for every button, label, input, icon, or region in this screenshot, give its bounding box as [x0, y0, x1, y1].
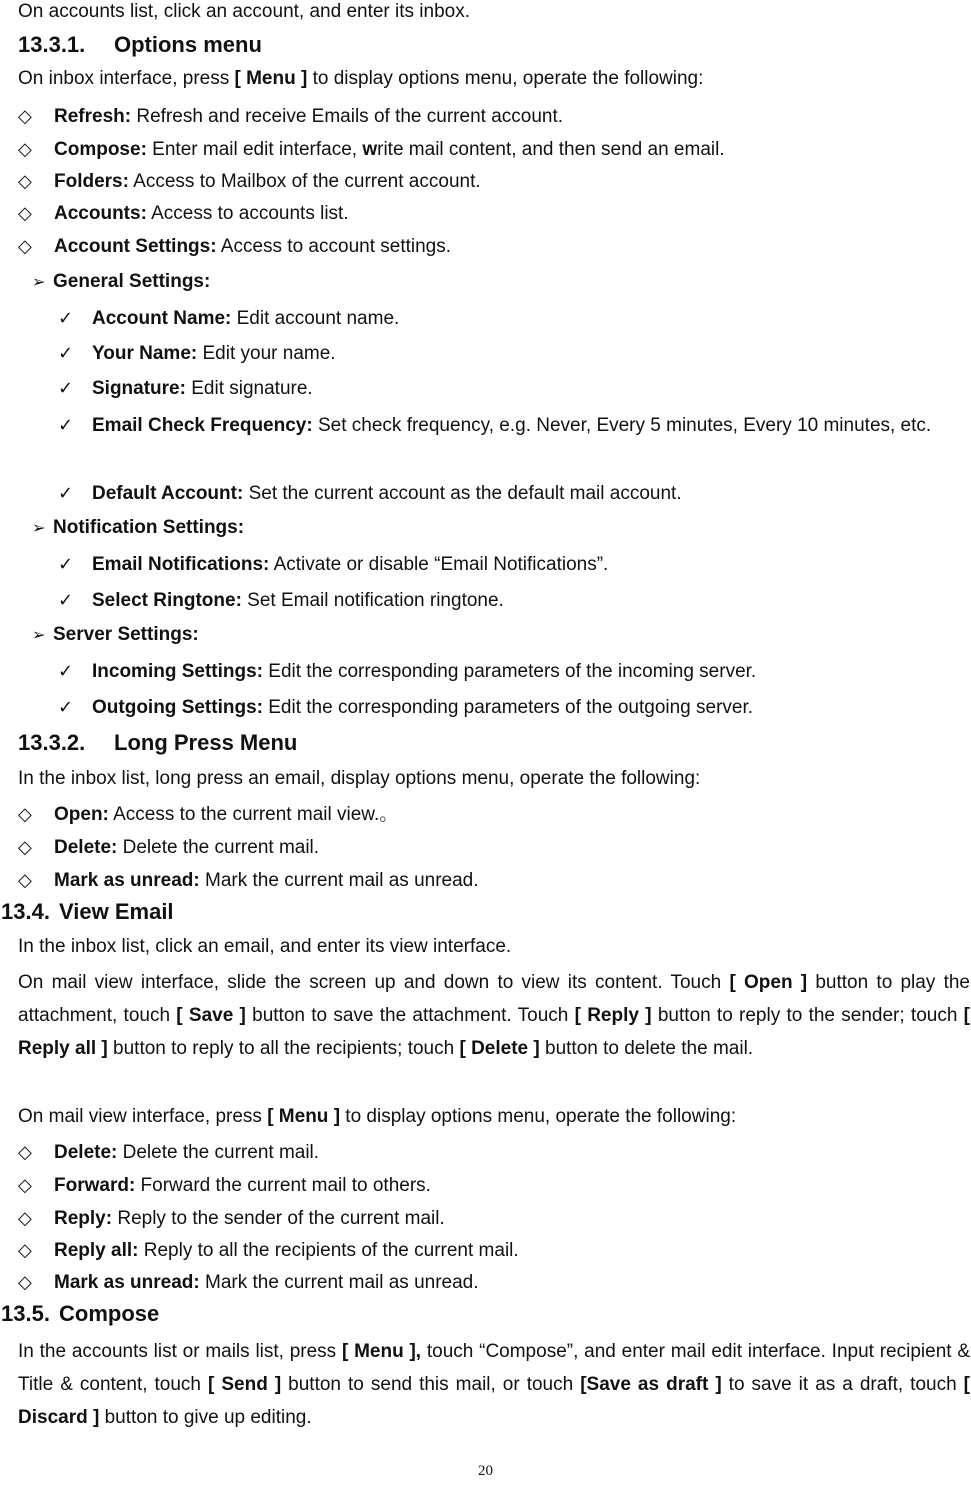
item-text: Delete the current mail.: [117, 1142, 320, 1163]
list-item: [18, 802, 398, 827]
checkmark-icon: ✓: [58, 554, 74, 574]
arrowhead-icon: ➢: [32, 627, 46, 644]
item-text: Refresh and receive Emails of the current account.: [131, 106, 564, 127]
diamond-outline-icon: ◇: [18, 1142, 32, 1162]
list-item: [18, 234, 451, 259]
checkmark-icon: ✓: [58, 415, 74, 435]
item-text: Access to accounts list.: [146, 203, 349, 224]
item-label: Account Name:: [92, 308, 232, 329]
list-item: [18, 1140, 319, 1165]
para-text: button to play the attachment, touch: [18, 972, 970, 1026]
checkmark-icon: ✓: [58, 697, 74, 717]
para-text: touch “Compose”, and enter mail edit interface. Input recipient & Title & content, touch: [18, 1341, 970, 1395]
item-text: Edit the corresponding parameters of the outgoing server.: [262, 697, 754, 718]
item-text-2: rite mail content, and then send an email.: [377, 139, 725, 160]
item-label: Compose:: [54, 139, 147, 160]
server-settings-heading: [32, 623, 199, 648]
lead-text: On inbox interface, press: [18, 68, 235, 89]
intro-text: On accounts list, click an account, and enter its inbox.: [18, 1, 471, 22]
list-item: [18, 868, 479, 893]
section-heading-options-menu: [18, 31, 262, 59]
menu-key: [ Menu ]: [234, 68, 308, 89]
diamond-outline-icon: ◇: [18, 1272, 32, 1292]
arrowhead-icon: ➢: [32, 274, 46, 291]
general-settings-heading: [32, 270, 210, 295]
diamond-outline-icon: ◇: [18, 171, 32, 191]
check-item: [58, 588, 504, 613]
list-item: [18, 201, 349, 226]
section-number: 13.3.1.: [18, 32, 86, 57]
para-text: button to reply to all the recipients; touch: [107, 1038, 460, 1059]
item-text: Forward the current mail to others.: [135, 1175, 431, 1196]
item-label: Forward:: [54, 1175, 136, 1196]
item-label: Outgoing Settings:: [92, 697, 263, 718]
item-label: Account Settings:: [54, 236, 217, 257]
item-label: Select Ringtone:: [92, 590, 242, 611]
item-text: Set Email notification ringtone.: [241, 590, 504, 611]
check-item: [58, 659, 756, 684]
reply-all-key: [ Reply all ]: [18, 1005, 970, 1059]
item-text: Edit account name.: [231, 308, 400, 329]
section-heading-long-press-menu: [18, 729, 297, 757]
section-number: 13.4.: [1, 899, 50, 924]
item-label: Email Notifications:: [92, 554, 270, 575]
list-item: [18, 1238, 519, 1263]
section-title: Compose: [59, 1301, 160, 1326]
para-text: button to save the attachment. Touch: [245, 1005, 575, 1026]
section-heading-view-email: [1, 898, 174, 926]
item-text: Delete the current mail.: [117, 837, 320, 858]
list-item: [18, 1270, 479, 1295]
menu-key: [ Menu ],: [341, 1341, 422, 1362]
view-email-p3: [18, 1105, 736, 1129]
lead-text-end: to display options menu, operate the following:: [307, 68, 704, 89]
item-text: Enter mail edit interface,: [146, 139, 363, 160]
list-item: [18, 169, 481, 194]
item-text: Access to Mailbox of the current account.: [128, 171, 481, 192]
item-label: Default Account:: [92, 483, 244, 504]
item-text: Reply to the sender of the current mail.: [112, 1208, 445, 1229]
send-key: [ Send ]: [208, 1374, 282, 1395]
item-label: Open:: [54, 804, 109, 825]
item-label: Delete:: [54, 837, 118, 858]
para-text: button to delete the mail.: [539, 1038, 754, 1059]
item-label: Refresh:: [54, 106, 132, 127]
diamond-outline-icon: ◇: [18, 1240, 32, 1260]
checkmark-icon: ✓: [58, 590, 74, 610]
save-draft-key: [Save as draft ]: [580, 1374, 722, 1395]
diamond-outline-icon: ◇: [18, 870, 32, 890]
section-title: View Email: [59, 899, 174, 924]
subsection-title: Notification Settings:: [53, 517, 245, 538]
section-heading-compose: [1, 1300, 159, 1328]
item-text: Access to account settings.: [216, 236, 452, 257]
item-text: Reply to all the recipients of the current mail.: [138, 1240, 519, 1261]
reply-key: [ Reply ]: [574, 1005, 652, 1026]
check-item: [58, 481, 682, 506]
checkmark-icon: ✓: [58, 343, 74, 363]
checkmark-icon: ✓: [58, 483, 74, 503]
discard-key: [ Discard ]: [18, 1374, 970, 1428]
check-item: [58, 306, 399, 331]
item-text: Mark the current mail as unread.: [199, 1272, 479, 1293]
list-item: [18, 137, 725, 162]
list-item: [18, 1173, 431, 1198]
checkmark-icon: ✓: [58, 378, 74, 398]
checkmark-icon: ✓: [58, 308, 74, 328]
diamond-outline-icon: ◇: [18, 837, 32, 857]
frequency-text: [92, 409, 970, 442]
section-number: 13.5.: [1, 1301, 50, 1326]
view-email-p2: [18, 966, 970, 1065]
open-key: [ Open ]: [729, 972, 808, 993]
list-item: [18, 835, 319, 860]
para-text: On mail view interface, press: [18, 1106, 268, 1127]
item-bold-letter: w: [362, 139, 378, 160]
delete-key: [ Delete ]: [459, 1038, 540, 1059]
item-text: Set check frequency, e.g. Never, Every 5 minutes, Every 10 minutes, etc.: [312, 415, 932, 436]
subsection-title: General Settings:: [53, 271, 211, 292]
item-label: Mark as unread:: [54, 1272, 200, 1293]
save-key: [ Save ]: [176, 1005, 246, 1026]
item-label: Folders:: [54, 171, 129, 192]
diamond-outline-icon: ◇: [18, 1208, 32, 1228]
check-item: [58, 695, 753, 720]
page-number: 20: [478, 1463, 493, 1479]
long-press-lead: In the inbox list, long press an email, display options menu, operate the following:: [18, 768, 701, 789]
item-label: Delete:: [54, 1142, 118, 1163]
item-label: Reply:: [54, 1208, 113, 1229]
section-number: 13.3.2.: [18, 730, 86, 755]
item-text: Edit your name.: [197, 343, 336, 364]
para-text: button to give up editing.: [99, 1407, 312, 1428]
item-label: Signature:: [92, 378, 186, 399]
item-text: Activate or disable “Email Notifications”.: [269, 554, 609, 575]
item-label: Reply all:: [54, 1240, 139, 1261]
list-item: [18, 104, 563, 129]
arrowhead-icon: ➢: [32, 520, 46, 537]
item-label: Email Check Frequency:: [92, 415, 313, 436]
diamond-outline-icon: ◇: [18, 139, 32, 159]
diamond-outline-icon: ◇: [18, 236, 32, 256]
section-title: Options menu: [114, 32, 262, 57]
para-text: In the accounts list or mails list, press: [18, 1341, 342, 1362]
item-label: Mark as unread:: [54, 870, 200, 891]
para-text: On mail view interface, slide the screen up and down to view its content. Touch: [18, 972, 730, 993]
compose-paragraph: [18, 1335, 970, 1434]
item-text: Set the current account as the default mail account.: [243, 483, 682, 504]
subsection-title: Server Settings:: [53, 624, 199, 645]
check-item: [58, 376, 313, 401]
diamond-outline-icon: ◇: [18, 203, 32, 223]
item-text: Edit the corresponding parameters of the incoming server.: [263, 661, 757, 682]
item-text: Edit signature.: [185, 378, 313, 399]
item-label: Your Name:: [92, 343, 198, 364]
diamond-outline-icon: ◇: [18, 804, 32, 824]
view-email-p1: In the inbox list, click an email, and enter its view interface.: [18, 936, 512, 957]
check-item: [58, 341, 336, 366]
para-text: to save it as a draft, touch: [721, 1374, 964, 1395]
item-text: Access to the current mail view.。: [108, 804, 399, 825]
diamond-outline-icon: ◇: [18, 106, 32, 126]
para-text: button to reply to the sender; touch: [651, 1005, 964, 1026]
diamond-outline-icon: ◇: [18, 1175, 32, 1195]
menu-key: [ Menu ]: [267, 1106, 341, 1127]
item-label: Accounts:: [54, 203, 147, 224]
list-item: [18, 1206, 445, 1231]
para-text: to display options menu, operate the following:: [340, 1106, 737, 1127]
notification-settings-heading: [32, 516, 244, 541]
item-label: Incoming Settings:: [92, 661, 263, 682]
section-title: Long Press Menu: [114, 730, 298, 755]
para-text: button to send this mail, or touch: [281, 1374, 581, 1395]
options-lead: [18, 67, 703, 91]
checkmark-icon: ✓: [58, 661, 74, 681]
item-text: Mark the current mail as unread.: [199, 870, 479, 891]
check-item: [58, 552, 608, 577]
